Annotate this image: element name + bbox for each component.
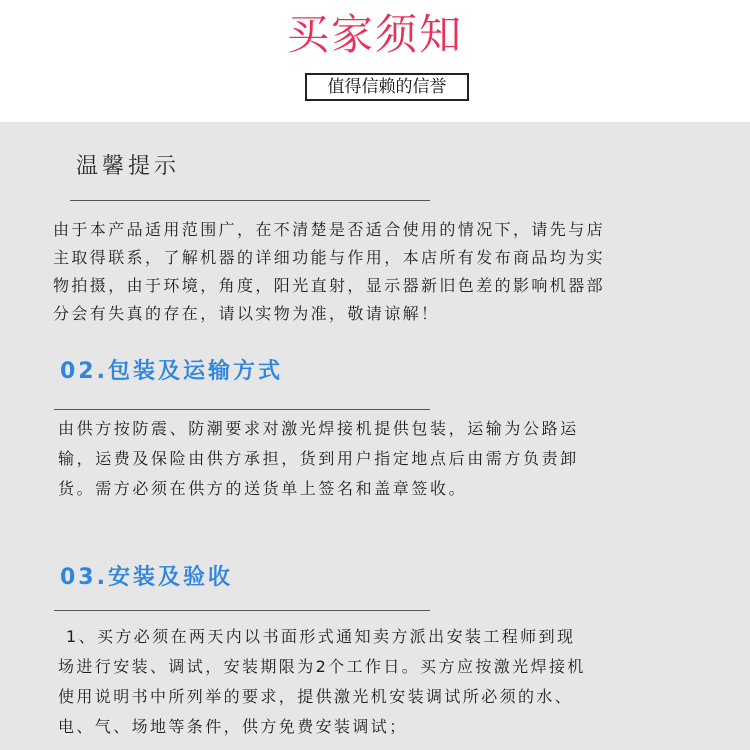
paragraph-line: 输，运费及保险由供方承担，货到用户指定地点后由需方负责卸: [58, 449, 579, 468]
section-paragraph-packaging: [58, 414, 579, 504]
paragraph-line: 由于本产品适用范围广，在不清楚是否适合使用的情况下，请先与店: [53, 220, 606, 239]
paragraph-line: 电、气、场地等条件，供方免费安装调试；: [58, 717, 408, 736]
section-paragraph-installation: [58, 622, 586, 742]
section-heading-installation: 03.安装及验收: [60, 565, 233, 590]
section-paragraph-tips: [53, 216, 605, 328]
paragraph-line: 物拍摄，由于环境，角度，阳光直射，显示器新旧色差的影响机器部: [53, 276, 606, 295]
content-area: [0, 122, 750, 750]
paragraph-line: 货。需方必须在供方的送货单上签名和盖章签收。: [58, 479, 468, 498]
paragraph-line: 使用说明书中所列举的要求，提供激光机安装调试所必须的水、: [58, 687, 574, 706]
page-title: 买家须知: [286, 10, 463, 59]
paragraph-line: 1、买方必须在两天内以书面形式通知卖方派出安装工程师到现: [66, 627, 576, 646]
header: [0, 0, 750, 122]
paragraph-line: 主取得联系，了解机器的详细功能与作用，本店所有发布商品均为实: [53, 248, 606, 267]
section-divider: [54, 610, 430, 611]
subtitle-badge: 值得信赖的信誉: [305, 73, 469, 101]
section-divider: [70, 200, 430, 201]
paragraph-line: 分会有失真的存在，请以实物为准，敬请谅解！: [53, 304, 440, 323]
section-heading-packaging: 02.包装及运输方式: [60, 359, 283, 384]
paragraph-line: 场进行安装、调试，安装期限为2个工作日。买方应按激光焊接机: [58, 657, 586, 676]
section-heading-tips: 温馨提示: [76, 154, 181, 179]
paragraph-line: 由供方按防震、防潮要求对激光焊接机提供包装，运输为公路运: [58, 419, 579, 438]
section-divider: [54, 409, 430, 410]
